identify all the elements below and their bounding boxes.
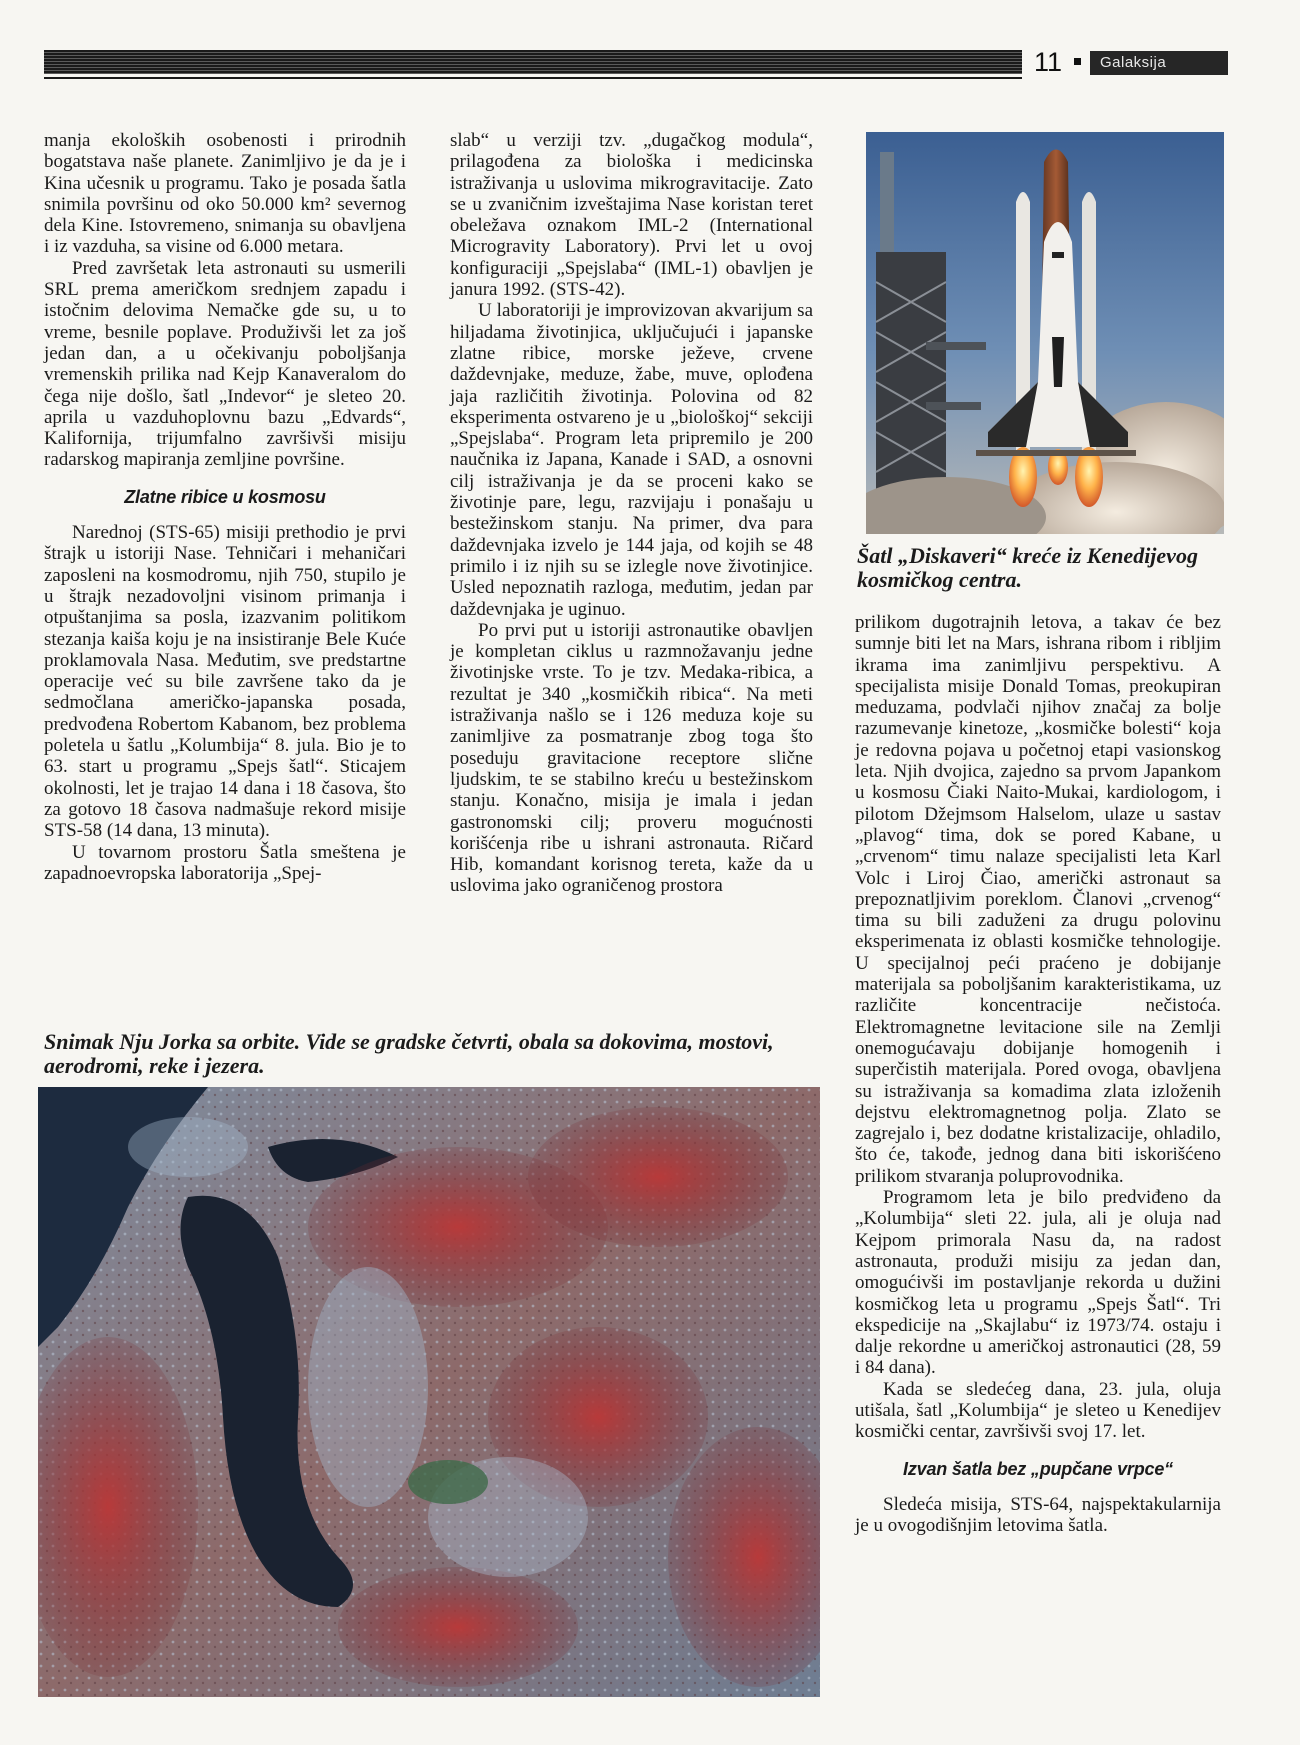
shuttle-launch-image xyxy=(866,132,1224,534)
satellite-image xyxy=(38,1087,820,1697)
paragraph: Po prvi put u istoriji astronautike obavljen je kompletan ciklus u razmnožavanju jedne životinjske vrste. To je tzv. Medaka-ribica, a rezultat je 340 „kosmičkih ribica“. Na meti istraživanja našlo se i 126 meduza koje su zanimljive za posmatranje zbog toga što poseduju gravitacione receptore slične ljudskim, te se stabilno kreću u bestežinskom stanju. Konačno, misija je imala i jedan gastronomski cilj; proveru mogućnosti korišćenja ribe u ishrani astronauta. Ričard Hib, komandant korisnog tereta, kaže da u uslovima jako ograničenog prostora xyxy=(450,619,813,897)
satellite-photo xyxy=(38,1087,820,1697)
paragraph: prilikom dugotrajnih letova, a takav će bez sumnje biti let na Mars, ishrana ribom i ribljim ikrama ima zanimljivu perspektivu. A specijalista misije Donald Tomas, preokupiran meduzama, podvlači njihov značaj za bolje razumevanje kinetoze, „kosmičke bolesti“ koja je redovna pojava u početnoj etapi vasionskog leta. Njih dvojica, zajedno sa prvom Japankom u kosmosu Čiaki Naito-Mukai, kardiologom, i pilotom Džejmsom Halselom, ulaze u sastav „plavog“ tima, dok se pored Kabane, u „crvenom“ timu nalaze specijalisti leta Karl Volc i Liroj Čiao, američki astronaut sa prepoznatljivim poreklom. Članovi „crvenog“ tima su bili zaduženi za drugu polovinu eksperimenata iz oblasti kosmičke tehnologije. U specijalnoj peći praćeno je dobijanje materijala sa poboljšanim karakteristikama, uz različite koncentracije nečistoća. Elektromagnetne levitacione sile na Zemlji onemogućavaju dobijanje homogenih i superčistih materijala. Pored ovoga, obavljena su istraživanja sa komadima zlata izloženih dejstvu elektromagnetnog polja. Zlato se zagrejalo i, bez dodatne kristalizacije, ohladilo, što će, takođe, jednog dana biti iskorišćeno prilikom stvaranja poluprovodnika. xyxy=(855,612,1221,1187)
subheading: Zlatne ribice u kosmosu xyxy=(124,486,326,507)
paragraph: Programom leta je bilo predviđeno da „Kolumbija“ sleti 22. jula, ali je oluja nad Kejpom primorala Nasu da, na radost astronauta, produži misiju za jedan dan, omogućivši im postavljanje rekorda u dužini kosmičkog leta u programu „Spejs Šatl“. Tri ekspedicije na „Skajlabu“ iz 1973/74. ostaju i dalje rekordne u američkoj astronautici (28, 59 i 84 dana). xyxy=(855,1187,1221,1379)
page-number: 11 xyxy=(1033,47,1063,77)
paragraph: U laboratoriji je improvizovan akvarijum sa hiljadama životinjica, uključujući i japanske zlatne ribice, morske ježeve, crvene daždevnjake, meduze, žabe, muve, oplođena jaja različitih životinja. Polovina od 82 eksperimenta ostvareno je u „biološkoj“ sekciji „Spejslaba“. Program leta pripremilo je 200 naučnika iz Japana, Kanade i SAD, a osnovni cilj istraživanja je da se proceni kako se životinje pare, legu, razvijaju i ponašaju u bestežinskom stanju. Na primer, dva para daždevnjaka izvelo je 144 jaja, od kojih se 48 primilo i iz njih su se izlegle nove životinjice. Usled nepoznatih razloga, međutim, jedan par daždevnjaka je uginuo. xyxy=(450,300,813,620)
subheading: Izvan šatla bez „pupčane vrpce“ xyxy=(903,1458,1173,1479)
header-thin-rule xyxy=(44,77,1022,79)
paragraph: Kada se sledećeg dana, 23. jula, oluja utišala, šatl „Kolumbija“ je sleteo u Kenedijev kosmički centar, završivši svoj 17. let. xyxy=(855,1378,1221,1443)
shuttle-photo-caption: Šatl „Diskaveri“ kreće iz Kenedijevog kosmičkog centra. xyxy=(857,543,1198,592)
paragraph: Pred završetak leta astronauti su usmerili SRL prema američkom srednjem zapadu i istočnim delovima Nemačke gde su, u to vreme, besnile poplave. Produživši let za još jedan dan, a u očekivanju poboljšanja vremenskih prilika nad Kejp Kanaveralom do čega nije došlo, šatl „Indevor“ je sleteo 20. aprila u vazduhoplovnu bazu „Edvards“, Kalifornija, trijumfalno završivši misiju radarskog mapiranja zemljine površine. xyxy=(44,257,406,471)
text-column-1 xyxy=(44,130,406,884)
paragraph: slab“ u verziji tzv. „dugačkog modula“, prilagođena za biološka i medicinska istraživanja u uslovima mikrogravitacije. Zato se u zvaničnim izveštajima Nase koristan teret obeležava oznakom IML-2 (International Microgravity Laboratory). Prvi let u ovoj konfiguraciji „Spejslaba“ (IML-1) obavljen je janura 1992. (STS-42). xyxy=(450,130,813,301)
header-rule xyxy=(44,50,1022,74)
magazine-name: Galaksija xyxy=(1090,51,1228,75)
text-column-3 xyxy=(855,612,1221,1536)
header-bullet xyxy=(1074,58,1081,65)
satellite-photo-caption: Snimak Nju Jorka sa orbite. Vide se gradske četvrti, obala sa dokovima, mostovi, aerodromi, reke i jezera. xyxy=(44,1029,774,1078)
paragraph: manja ekoloških osobenosti i prirodnih bogatstava naše planete. Zanimljivo je da je i Kina učesnik u programu. Tako je posada šatla snimila površinu od oko 50.000 km² severnog dela Kine. Istovremeno, snimanja su obavljena i iz vazduha, sa visine od 6.000 metara. xyxy=(44,130,406,258)
shuttle-launch-photo xyxy=(866,132,1224,534)
paragraph: Sledeća misija, STS-64, najspektakularnija je u ovogodišnjim letovima šatla. xyxy=(855,1493,1221,1537)
text-column-2 xyxy=(450,130,813,897)
paragraph: U tovarnom prostoru Šatla smeštena je zapadnoevropska laboratorija „Spej- xyxy=(44,841,406,884)
paragraph: Narednoj (STS-65) misiji prethodio je prvi štrajk u istoriji Nase. Tehničari i mehaničari zaposleni na kosmodromu, njih 750, stupilo je u štrajk nezadovoljni visinom primanja i otpuštanjima sa posla, izazvanim politikom stezanja kaiša koju je na insistiranje Bele Kuće proklamovala Nasa. Međutim, sve predstartne operacije već su bile završene tako da je sedmočlana američko-japanska posada, predvođena Robertom Kabanom, bez problema poletela u šatlu „Kolumbija“ 8. jula. Bio je to 63. start u programu „Spejs šatl“. Sticajem okolnosti, let je trajao 14 dana i 18 časova, što za gotovo 18 časova nadmašuje rekord misije STS-58 (14 dana, 13 minuta). xyxy=(44,522,406,842)
